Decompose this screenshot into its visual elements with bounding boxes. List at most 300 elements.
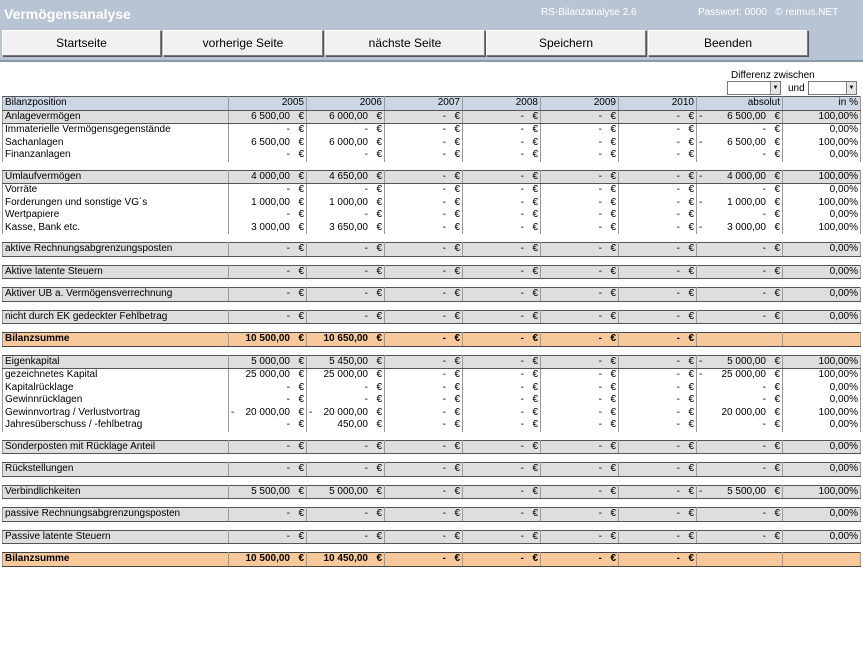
value-cell[interactable]: [229, 209, 307, 222]
euro-sign: €: [298, 265, 304, 277]
value-text: -: [364, 394, 368, 406]
euro-sign: €: [688, 440, 694, 452]
value-cell[interactable]: [463, 110, 541, 124]
euro-sign: €: [454, 440, 460, 452]
value-cell[interactable]: [307, 209, 385, 222]
value-cell[interactable]: [385, 288, 463, 302]
euro-sign: €: [774, 463, 780, 475]
value-cell[interactable]: [307, 419, 385, 432]
euro-sign: €: [532, 243, 538, 255]
value-text: -: [442, 243, 446, 255]
row-label[interactable]: Immaterielle Vermögensgegenstände: [3, 124, 229, 137]
value-cell[interactable]: [463, 333, 541, 347]
value-text: -: [598, 369, 602, 381]
value-text: -: [442, 463, 446, 475]
value-cell[interactable]: [541, 440, 619, 454]
value-cell[interactable]: [541, 310, 619, 324]
value-cell[interactable]: [463, 149, 541, 162]
value-text: 5 500,00: [251, 485, 290, 497]
value-cell[interactable]: [229, 197, 307, 210]
row-label[interactable]: Gewinnrücklagen: [3, 394, 229, 407]
spacer-row: [3, 476, 861, 485]
negative-sign: -: [699, 136, 703, 148]
start-button[interactable]: Startseite: [2, 30, 161, 56]
row-label[interactable]: Passive latente Steuern: [3, 530, 229, 544]
value-cell[interactable]: [307, 124, 385, 137]
value-cell[interactable]: [385, 137, 463, 150]
value-text: 3 000,00: [251, 221, 290, 233]
euro-sign: €: [532, 508, 538, 520]
value-cell[interactable]: [541, 407, 619, 420]
euro-sign: €: [774, 184, 780, 196]
value-cell[interactable]: [463, 197, 541, 210]
value-cell[interactable]: [229, 184, 307, 197]
value-cell[interactable]: [619, 209, 697, 222]
value-cell[interactable]: [385, 124, 463, 137]
value-cell[interactable]: [463, 310, 541, 324]
value-text: -: [676, 136, 680, 148]
value-cell[interactable]: [307, 288, 385, 302]
value-cell[interactable]: [619, 463, 697, 477]
euro-sign: €: [610, 136, 616, 148]
value-text: -: [598, 310, 602, 322]
row-label[interactable]: Forderungen und sonstige VG´s: [3, 197, 229, 210]
value-cell[interactable]: [229, 463, 307, 477]
euro-sign: €: [298, 406, 304, 418]
euro-sign: €: [454, 381, 460, 393]
value-cell[interactable]: [541, 209, 619, 222]
spacer-cell: [3, 521, 861, 530]
euro-sign: €: [454, 170, 460, 182]
value-cell[interactable]: [619, 382, 697, 395]
percent-cell: 0,00%: [783, 419, 861, 432]
value-text: -: [676, 419, 680, 431]
value-cell[interactable]: [463, 243, 541, 257]
spacer-cell: [3, 234, 861, 243]
value-cell[interactable]: [619, 243, 697, 257]
value-cell[interactable]: [307, 310, 385, 324]
value-text: 4 000,00: [251, 170, 290, 182]
euro-sign: €: [774, 196, 780, 208]
value-cell[interactable]: [229, 508, 307, 522]
value-cell[interactable]: [463, 394, 541, 407]
row-label[interactable]: Gewinnvortrag / Verlustvortrag: [3, 407, 229, 420]
table-row: [3, 137, 861, 150]
value-text: -: [676, 394, 680, 406]
value-cell[interactable]: [385, 419, 463, 432]
value-cell[interactable]: [385, 394, 463, 407]
value-cell[interactable]: [307, 553, 385, 567]
value-cell[interactable]: [619, 124, 697, 137]
value-cell[interactable]: [307, 394, 385, 407]
value-cell[interactable]: [541, 419, 619, 432]
euro-sign: €: [454, 124, 460, 136]
value-text: -: [762, 419, 766, 431]
value-text: -: [442, 184, 446, 196]
value-cell[interactable]: [541, 137, 619, 150]
value-text: -: [762, 124, 766, 136]
value-cell[interactable]: [463, 369, 541, 382]
value-cell[interactable]: [385, 310, 463, 324]
value-cell[interactable]: [229, 110, 307, 124]
value-cell[interactable]: [541, 553, 619, 567]
value-cell[interactable]: [229, 419, 307, 432]
row-label[interactable]: passive Rechnungsabgrenzungsposten: [3, 508, 229, 522]
value-cell[interactable]: [619, 407, 697, 420]
row-label[interactable]: Aktive latente Steuern: [3, 265, 229, 279]
value-cell[interactable]: [307, 530, 385, 544]
euro-sign: €: [774, 406, 780, 418]
value-cell[interactable]: [541, 110, 619, 124]
value-cell[interactable]: [463, 508, 541, 522]
euro-sign: €: [610, 463, 616, 475]
value-cell[interactable]: [385, 184, 463, 197]
value-cell[interactable]: [385, 170, 463, 184]
value-text: -: [442, 355, 446, 367]
value-text: -: [364, 209, 368, 221]
value-cell[interactable]: [619, 222, 697, 235]
value-cell[interactable]: [619, 184, 697, 197]
absolute-cell: [697, 149, 783, 162]
value-cell[interactable]: [541, 463, 619, 477]
value-text: -: [598, 530, 602, 542]
euro-sign: €: [376, 265, 382, 277]
euro-sign: €: [454, 463, 460, 475]
value-cell[interactable]: [307, 222, 385, 235]
euro-sign: €: [454, 369, 460, 381]
value-cell[interactable]: [619, 394, 697, 407]
value-cell[interactable]: [307, 407, 385, 420]
euro-sign: €: [610, 221, 616, 233]
value-text: -: [286, 209, 290, 221]
value-cell[interactable]: [619, 440, 697, 454]
value-cell[interactable]: [385, 265, 463, 279]
value-cell[interactable]: [307, 243, 385, 257]
negative-sign: -: [231, 406, 235, 418]
value-cell[interactable]: [541, 288, 619, 302]
value-cell[interactable]: [463, 222, 541, 235]
euro-sign: €: [532, 485, 538, 497]
value-cell[interactable]: [463, 485, 541, 499]
value-text: -: [520, 419, 524, 431]
value-cell[interactable]: [541, 394, 619, 407]
percent-cell: 0,00%: [783, 530, 861, 544]
value-cell[interactable]: [307, 369, 385, 382]
euro-sign: €: [532, 381, 538, 393]
row-label[interactable]: Wertpapiere: [3, 209, 229, 222]
absolute-cell: [697, 382, 783, 395]
value-cell[interactable]: [385, 369, 463, 382]
value-cell[interactable]: [463, 184, 541, 197]
value-cell[interactable]: [541, 382, 619, 395]
value-cell[interactable]: [229, 530, 307, 544]
quit-button[interactable]: Beenden: [648, 30, 808, 56]
value-cell[interactable]: [619, 197, 697, 210]
absolute-cell: [697, 440, 783, 454]
value-cell[interactable]: [229, 382, 307, 395]
value-cell[interactable]: [385, 333, 463, 347]
spacer-row: [3, 499, 861, 508]
absolute-cell: [697, 222, 783, 235]
value-cell[interactable]: [307, 440, 385, 454]
value-cell[interactable]: [619, 485, 697, 499]
next-page-button[interactable]: nächste Seite: [325, 30, 485, 56]
row-label[interactable]: nicht durch EK gedeckter Fehlbetrag: [3, 310, 229, 324]
value-cell[interactable]: [307, 110, 385, 124]
value-cell[interactable]: [385, 407, 463, 420]
percent-cell: 100,00%: [783, 222, 861, 235]
value-cell[interactable]: [619, 170, 697, 184]
value-text: 5 450,00: [329, 355, 368, 367]
value-cell[interactable]: [463, 137, 541, 150]
value-text: -: [364, 124, 368, 136]
percent-cell: 0,00%: [783, 463, 861, 477]
value-cell[interactable]: [229, 137, 307, 150]
value-cell[interactable]: [463, 265, 541, 279]
value-text: -: [676, 110, 680, 122]
value-text: -: [762, 440, 766, 452]
row-label[interactable]: Bilanzsumme: [3, 553, 229, 567]
value-text: 5 000,00: [251, 355, 290, 367]
euro-sign: €: [298, 553, 304, 565]
row-label[interactable]: gezeichnetes Kapital: [3, 369, 229, 382]
negative-sign: -: [699, 221, 703, 233]
value-cell[interactable]: [619, 553, 697, 567]
value-cell[interactable]: [307, 333, 385, 347]
row-label[interactable]: Verbindlichkeiten: [3, 485, 229, 499]
value-cell[interactable]: [385, 382, 463, 395]
value-cell[interactable]: [229, 369, 307, 382]
value-cell[interactable]: [619, 508, 697, 522]
row-label[interactable]: Kasse, Bank etc.: [3, 222, 229, 235]
value-text: 20 000,00: [323, 406, 368, 418]
value-cell[interactable]: [463, 440, 541, 454]
value-cell[interactable]: [541, 530, 619, 544]
value-cell[interactable]: [385, 209, 463, 222]
value-cell[interactable]: [307, 382, 385, 395]
value-cell[interactable]: [229, 333, 307, 347]
value-cell[interactable]: [385, 222, 463, 235]
value-text: -: [676, 170, 680, 182]
value-cell[interactable]: [463, 209, 541, 222]
euro-sign: €: [376, 310, 382, 322]
value-text: 10 500,00: [245, 333, 290, 345]
absolute-cell: [697, 419, 783, 432]
value-cell[interactable]: [229, 170, 307, 184]
value-text: 4 000,00: [727, 170, 766, 182]
row-label[interactable]: Umlaufvermögen: [3, 170, 229, 184]
euro-sign: €: [688, 124, 694, 136]
euro-sign: €: [454, 394, 460, 406]
euro-sign: €: [298, 288, 304, 300]
value-text: -: [676, 209, 680, 221]
value-text: -: [286, 419, 290, 431]
euro-sign: €: [298, 485, 304, 497]
value-text: -: [442, 440, 446, 452]
value-text: -: [762, 508, 766, 520]
save-button[interactable]: Speichern: [486, 30, 646, 56]
value-cell[interactable]: [463, 382, 541, 395]
value-cell[interactable]: [619, 149, 697, 162]
value-cell[interactable]: [385, 355, 463, 369]
value-cell[interactable]: [463, 170, 541, 184]
value-cell[interactable]: [385, 243, 463, 257]
table-row: [3, 355, 861, 369]
value-text: -: [286, 265, 290, 277]
value-cell[interactable]: [541, 149, 619, 162]
value-text: -: [442, 333, 446, 345]
value-cell[interactable]: [307, 485, 385, 499]
value-cell[interactable]: [619, 369, 697, 382]
table-row: [3, 530, 861, 544]
value-cell[interactable]: [307, 184, 385, 197]
value-text: -: [364, 440, 368, 452]
value-cell[interactable]: [541, 485, 619, 499]
value-text: -: [520, 149, 524, 161]
value-cell[interactable]: [619, 110, 697, 124]
year-select-1[interactable]: [727, 81, 781, 95]
value-cell[interactable]: [541, 355, 619, 369]
row-label[interactable]: Vorräte: [3, 184, 229, 197]
row-label[interactable]: Jahresüberschuss / -fehlbetrag: [3, 419, 229, 432]
row-label[interactable]: aktive Rechnungsabgrenzungsposten: [3, 243, 229, 257]
row-label[interactable]: Anlagevermögen: [3, 110, 229, 124]
value-cell[interactable]: [619, 355, 697, 369]
row-label[interactable]: Aktiver UB a. Vermögensverrechnung: [3, 288, 229, 302]
row-label[interactable]: Sonderposten mit Rücklage Anteil: [3, 440, 229, 454]
value-cell[interactable]: [541, 333, 619, 347]
value-cell[interactable]: [307, 170, 385, 184]
value-cell[interactable]: [385, 485, 463, 499]
value-cell[interactable]: [307, 355, 385, 369]
value-cell[interactable]: [619, 310, 697, 324]
euro-sign: €: [688, 288, 694, 300]
value-cell[interactable]: [385, 149, 463, 162]
value-cell[interactable]: [307, 197, 385, 210]
spacer-row: [3, 279, 861, 288]
value-cell[interactable]: [229, 310, 307, 324]
value-cell[interactable]: [463, 419, 541, 432]
value-cell[interactable]: [229, 553, 307, 567]
value-cell[interactable]: [463, 288, 541, 302]
euro-sign: €: [454, 136, 460, 148]
year-select-2[interactable]: [808, 81, 857, 95]
value-cell[interactable]: [463, 124, 541, 137]
value-cell[interactable]: [619, 419, 697, 432]
euro-sign: €: [774, 369, 780, 381]
euro-sign: €: [454, 209, 460, 221]
prev-page-button[interactable]: vorherige Seite: [163, 30, 323, 56]
percent-cell: 100,00%: [783, 369, 861, 382]
value-cell[interactable]: [229, 394, 307, 407]
value-cell[interactable]: [463, 355, 541, 369]
value-cell[interactable]: [463, 463, 541, 477]
value-text: -: [598, 485, 602, 497]
value-cell[interactable]: [229, 222, 307, 235]
euro-sign: €: [610, 369, 616, 381]
value-text: 3 650,00: [329, 221, 368, 233]
row-label[interactable]: Eigenkapital: [3, 355, 229, 369]
value-cell[interactable]: [619, 530, 697, 544]
value-cell[interactable]: [463, 530, 541, 544]
value-cell[interactable]: [541, 508, 619, 522]
value-cell[interactable]: [385, 508, 463, 522]
euro-sign: €: [376, 288, 382, 300]
value-cell[interactable]: [541, 170, 619, 184]
euro-sign: €: [298, 508, 304, 520]
value-cell[interactable]: [385, 463, 463, 477]
row-label[interactable]: Finanzanlagen: [3, 149, 229, 162]
spacer-row: [3, 162, 861, 171]
value-cell[interactable]: [463, 553, 541, 567]
value-text: -: [286, 124, 290, 136]
euro-sign: €: [774, 419, 780, 431]
euro-sign: €: [688, 110, 694, 122]
value-cell[interactable]: [619, 265, 697, 279]
value-text: 6 500,00: [727, 136, 766, 148]
value-cell[interactable]: [229, 149, 307, 162]
row-label[interactable]: Bilanzsumme: [3, 333, 229, 347]
row-label[interactable]: Rückstellungen: [3, 463, 229, 477]
spacer-cell: [3, 432, 861, 441]
value-text: -: [442, 394, 446, 406]
value-text: -: [442, 381, 446, 393]
value-cell[interactable]: [541, 184, 619, 197]
value-cell[interactable]: [619, 288, 697, 302]
value-cell[interactable]: [229, 124, 307, 137]
value-cell[interactable]: [307, 137, 385, 150]
value-text: 25 000,00: [721, 369, 766, 381]
value-cell[interactable]: [385, 110, 463, 124]
value-cell[interactable]: [463, 407, 541, 420]
value-cell[interactable]: [385, 440, 463, 454]
euro-sign: €: [298, 221, 304, 233]
euro-sign: €: [688, 149, 694, 161]
row-label[interactable]: Sachanlagen: [3, 137, 229, 150]
value-cell[interactable]: [619, 137, 697, 150]
value-cell[interactable]: [307, 265, 385, 279]
value-cell[interactable]: [307, 149, 385, 162]
value-cell[interactable]: [541, 222, 619, 235]
value-cell[interactable]: [385, 530, 463, 544]
value-cell[interactable]: [385, 197, 463, 210]
value-text: -: [520, 553, 524, 565]
value-cell[interactable]: [541, 124, 619, 137]
value-text: -: [364, 530, 368, 542]
value-cell[interactable]: [307, 508, 385, 522]
value-cell[interactable]: [229, 288, 307, 302]
value-cell[interactable]: [229, 355, 307, 369]
percent-cell: 0,00%: [783, 124, 861, 137]
value-cell[interactable]: [229, 265, 307, 279]
value-cell[interactable]: [541, 197, 619, 210]
value-cell[interactable]: [307, 463, 385, 477]
value-cell[interactable]: [619, 333, 697, 347]
value-cell[interactable]: [229, 440, 307, 454]
euro-sign: €: [688, 485, 694, 497]
euro-sign: €: [376, 136, 382, 148]
value-cell[interactable]: [229, 407, 307, 420]
spacer-row: [3, 256, 861, 265]
value-cell[interactable]: [229, 485, 307, 499]
row-label[interactable]: Kapitalrücklage: [3, 382, 229, 395]
value-cell[interactable]: [541, 243, 619, 257]
value-cell[interactable]: [541, 369, 619, 382]
value-cell[interactable]: [229, 243, 307, 257]
euro-sign: €: [532, 355, 538, 367]
value-cell[interactable]: [541, 265, 619, 279]
value-cell[interactable]: [385, 553, 463, 567]
